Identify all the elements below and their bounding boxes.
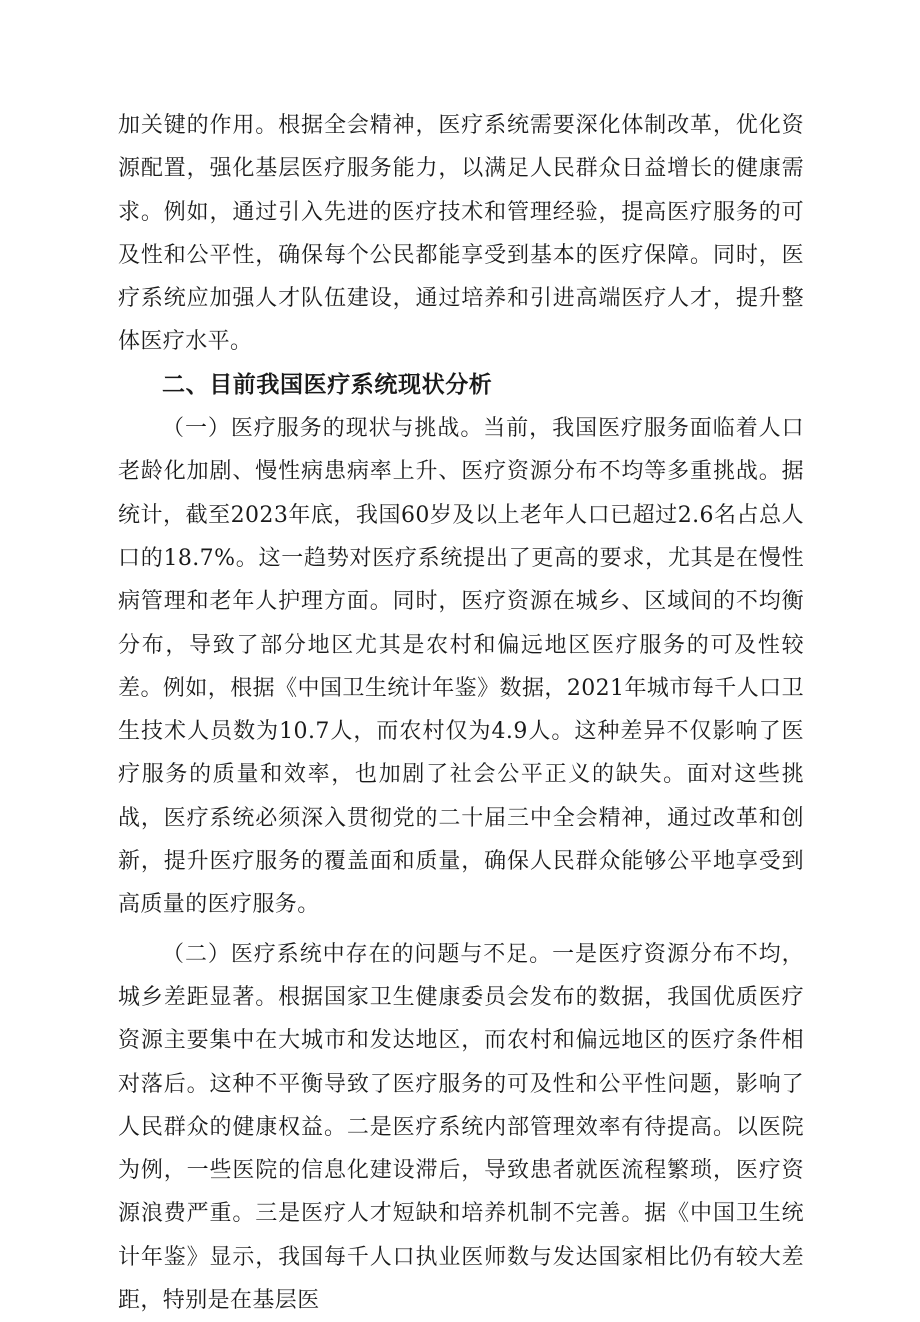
body-paragraph-continued: 加关键的作用。根据全会精神，医疗系统需要深化体制改革，优化资源配置，强化基层医疗服务能力，以满足人民群众日益增长的健康需求。例如，通过引入先进的医疗技术和管理经验，提高医疗服务的可及性和公平性，确保每个公民都能享受到基本的医疗保障。同时，医疗系统应加强人才队伍建设，通过培养和引进高端医疗人才，提升整体医疗水平。 [118,113,804,355]
section-heading: 二、目前我国医疗系统现状分析 [162,371,493,398]
body-paragraph-subsection-1: （一）医疗服务的现状与挑战。当前，我国医疗服务面临着人口老龄化加剧、慢性病患病率上升、医疗资源分布不均等多重挑战。据统计，截至2023年底，我国60岁及以上老年人口已超过2.6名占总人口的18.7%。这一趋势对医疗系统提出了更高的要求，尤其是在慢性病管理和老年人护理方面。同时，医疗资源在城乡、区域间的不均衡分布，导致了部分地区尤其是农村和偏远地区医疗服务的可及性较差。例如，根据《中国卫生统计年鉴》数据，2021年城市每千人口卫生技术人员数为10.7人，而农村仅为4.9人。这种差异不仅影响了医疗服务的质量和效率，也加剧了社会公平正义的缺失。面对这些挑战，医疗系统必须深入贯彻党的二十届三中全会精神，通过改革和创新，提升医疗服务的覆盖面和质量，确保人民群众能够公平地享受到高质量的医疗服务。 [118,416,804,918]
body-paragraph-subsection-2: （二）医疗系统中存在的问题与不足。一是医疗资源分布不均，城乡差距显著。根据国家卫生健康委员会发布的数据，我国优质医疗资源主要集中在大城市和发达地区，而农村和偏远地区的医疗条件相对落后。这种不平衡导致了医疗服务的可及性和公平性问题，影响了人民群众的健康权益。二是医疗系统内部管理效率有待提高。以医院为例，一些医院的信息化建设滞后，导致患者就医流程繁琐，医疗资源浪费严重。三是医疗人才短缺和培养机制不完善。据《中国卫生统计年鉴》显示，我国每千人口执业医师数与发达国家相比仍有较大差距，特别是在基层医 [118,941,804,1314]
document-page [118,104,804,1322]
